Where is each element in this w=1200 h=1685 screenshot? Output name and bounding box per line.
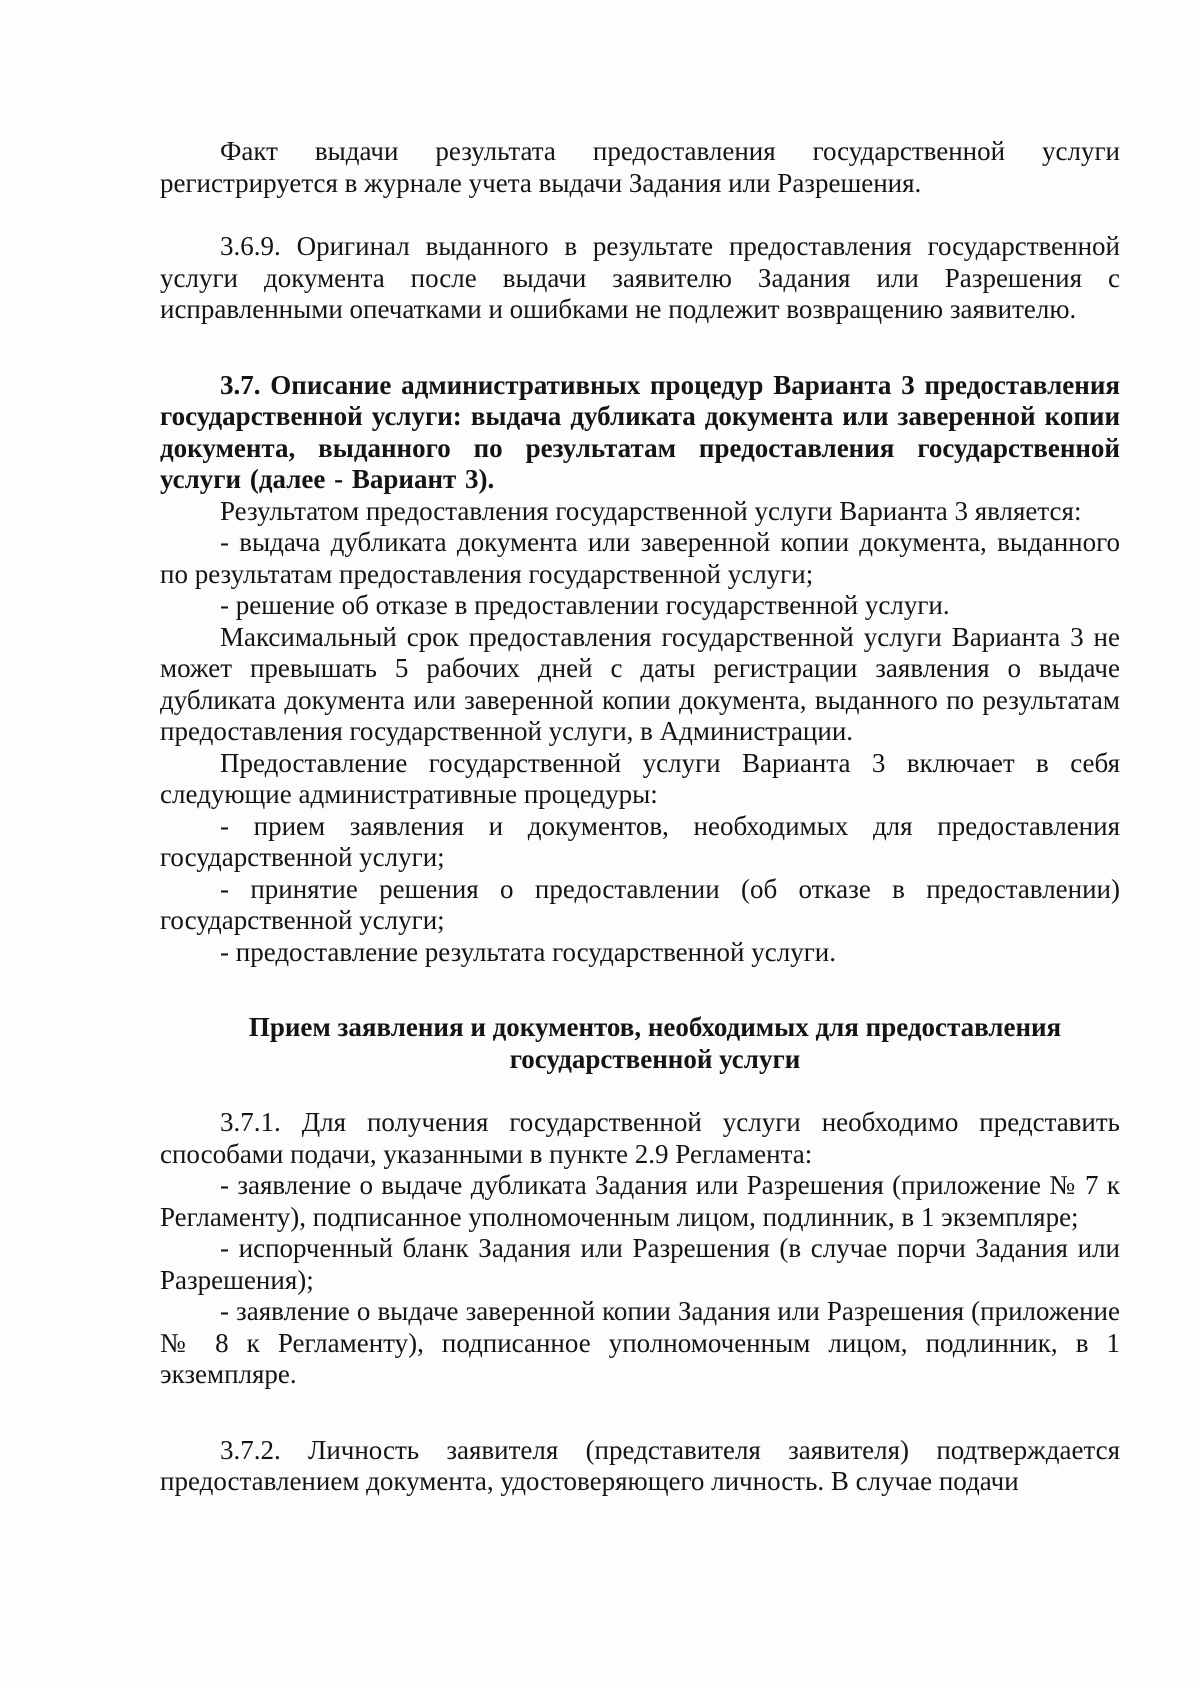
section-heading-3-7: 3.7. Описание административных процедур Варианта 3 предоставления государственной услуги: выдача дубликата документа или заверенной копии документа, выданного по результатам предоставления государственной услуги (далее - Вариант 3).	[160, 369, 1120, 494]
spacer	[160, 968, 1120, 1012]
spacer	[160, 326, 1120, 370]
subheading-reception-line2: государственной услуги	[509, 1043, 801, 1074]
spacer	[160, 1075, 1120, 1107]
paragraph-fact-registration: Факт выдачи результата предоставления государственной услуги регистрируется в журнале учета выдачи Задания или Разрешения.	[160, 136, 1120, 198]
paragraph-result-intro: Результатом предоставления государственной услуги Варианта 3 является:	[220, 495, 1082, 526]
list-item-decision: - принятие решения о предоставлении (об отказе в предоставлении) государственной услуги;	[160, 873, 1120, 935]
list-item-reception: - прием заявления и документов, необходимых для предоставления государственной услуги;	[160, 810, 1120, 872]
subheading-reception-line1: Прием заявления и документов, необходимых для предоставления	[248, 1012, 1062, 1042]
list-item-damaged-form: - испорченный бланк Задания или Разрешения (в случае порчи Задания или Разрешения);	[160, 1233, 1120, 1295]
list-item-duplicate-application: - заявление о выдаче дубликата Задания или Разрешения (приложение № 7 к Регламенту), подписанное уполномоченным лицом, подлинник, в 1 экземпляре;	[160, 1170, 1120, 1232]
list-item-refusal: - решение об отказе в предоставлении государственной услуги.	[220, 590, 950, 620]
spacer	[160, 199, 1120, 231]
list-item-duplicate: - выдача дубликата документа или заверенной копии документа, выданного по результатам предоставления государственной услуги;	[160, 527, 1120, 589]
document-body	[160, 136, 1120, 1498]
spacer	[160, 1391, 1120, 1435]
paragraph-3-7-1: 3.7.1. Для получения государственной услуги необходимо представить способами подачи, указанными в пункте 2.9 Регламента:	[160, 1107, 1120, 1169]
list-item-provision: - предоставление результата государственной услуги.	[220, 936, 836, 967]
list-item-certified-copy-application: - заявление о выдаче заверенной копии Задания или Разрешения (приложение № 8 к Регламенту), подписанное уполномоченным лицом, подлинник, в 1 экземпляре.	[160, 1296, 1120, 1389]
paragraph-procedures-intro: Предоставление государственной услуги Варианта 3 включает в себя следующие административные процедуры:	[160, 747, 1120, 809]
paragraph-3-7-2: 3.7.2. Личность заявителя (представителя заявителя) подтверждается предоставлением документа, удостоверяющего личность. В случае подачи	[160, 1434, 1120, 1496]
paragraph-3-6-9: 3.6.9. Оригинал выданного в результате предоставления государственной услуги документа после выдачи заявителю Задания или Разрешения с исправленными опечатками и ошибками не подлежит возвращению заявителю.	[160, 231, 1120, 324]
paragraph-max-term: Максимальный срок предоставления государственной услуги Варианта 3 не может превышать 5 рабочих дней с даты регистрации заявления о выдаче дубликата документа или заверенной копии документа, выданного по результатам предоставления государственной услуги, в Администрации.	[160, 621, 1120, 746]
